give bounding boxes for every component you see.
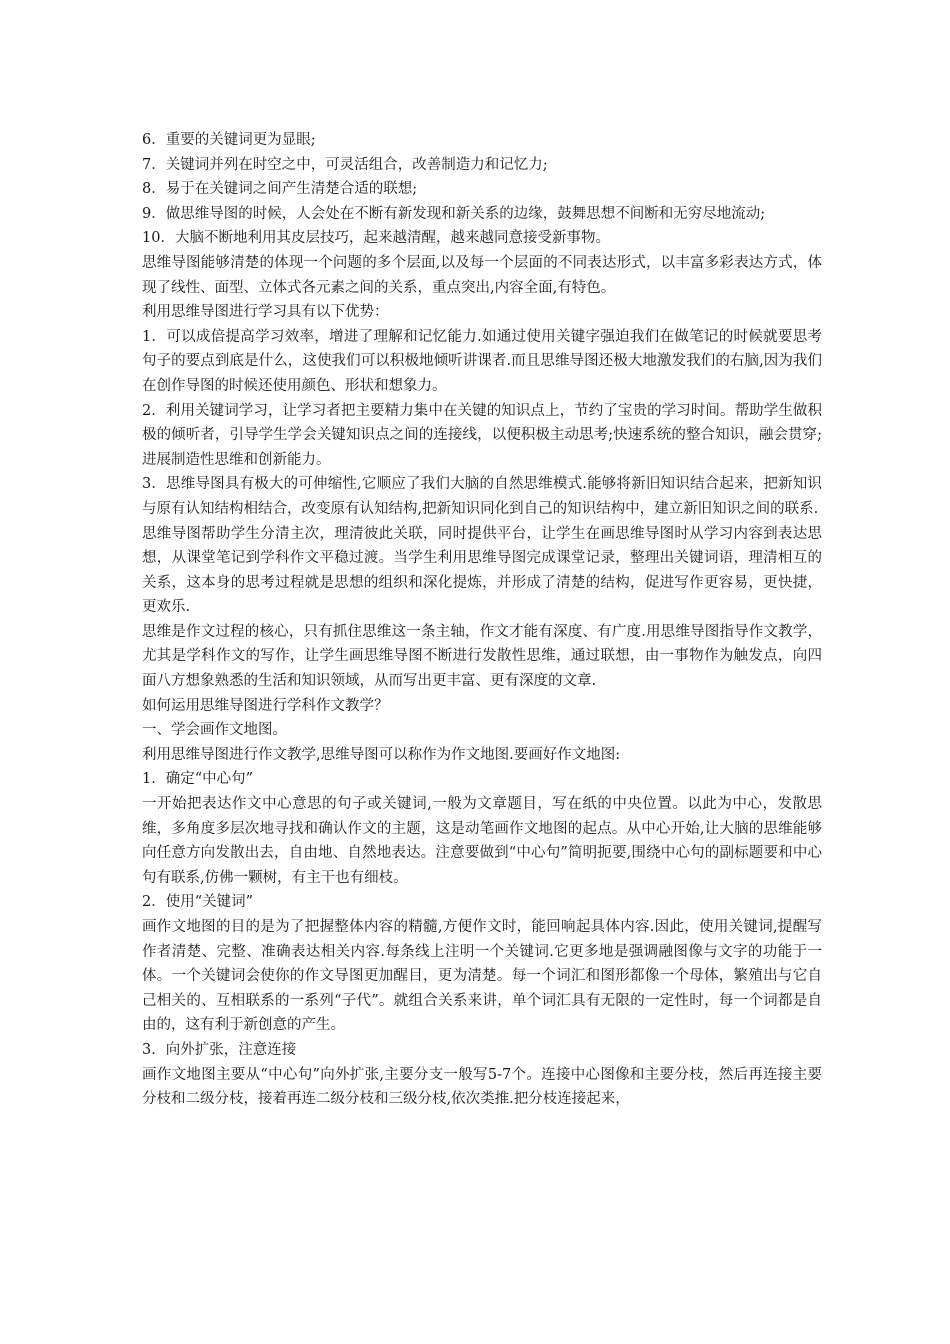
paragraph: 8．易于在关键词之间产生清楚合适的联想; [142,181,418,198]
paragraph: 1．可以成倍提高学习效率，增进了理解和记忆能力.如通过使用关键字强迫我们在做笔记的时候就要思考句子的要点到底是什么，这使我们可以积极地倾听讲课者.而且思维导图还极大地激发我们的右脑,因为我们在创作导图的时候还使用颜色、形状和想象力。 [142,328,822,394]
document-body [142,128,822,1112]
subheading: 1．确定“中心句” [142,771,254,788]
paragraph: 9．做思维导图的时候，人会处在不断有新发现和新关系的边缘，鼓舞思想不间断和无穷尽地流动; [142,205,766,222]
paragraph: 画作文地图主要从“中心句”向外扩张,主要分支一般写5-7个。连接中心图像和主要分枝，然后再连接主要分枝和二级分枝，接着再连二级分枝和三级分枝,依次类推.把分枝连接起来， [142,1066,822,1108]
paragraph: 2．利用关键词学习，让学习者把主要精力集中在关键的知识点上，节约了宝贵的学习时间。帮助学生做积极的倾听者，引导学生学会关键知识点之间的连接线，以便积极主动思考;快速系统的整合知识，融会贯穿;进展制造性思维和创新能力。 [142,402,822,468]
paragraph: 思维导图能够清楚的体现一个问题的多个层面,以及每一个层面的不同表达形式，以丰富多彩表达方式，体现了线性、面型、立体式各元素之间的关系，重点突出,内容全面,有特色。 [142,254,822,296]
paragraph: 6．重要的关键词更为显眼; [142,132,316,148]
paragraph: 7．关键词并列在时空之中，可灵活组合，改善制造力和记忆力; [142,156,548,173]
paragraph: 利用思维导图进行作文教学,思维导图可以称作为作文地图.要画好作文地图: [142,746,621,763]
paragraph: 3．思维导图具有极大的可伸缩性,它顺应了我们大脑的自然思维模式.能够将新旧知识结合起来，把新知识与原有认知结构相结合，改变原有认知结构,把新知识同化到自己的知识结构中，建立新旧知识之间的联系. [142,476,822,517]
subheading: 2．使用“关键词” [142,894,254,911]
paragraph: 思维导图帮助学生分清主次，理清彼此关联，同时提供平台，让学生在画思维导图时从学习内容到表达思想，从课堂笔记到学科作文平稳过渡。当学生利用思维导图完成课堂记录，整理出关键词语，理清相互的关系，这本身的思考过程就是思想的组织和深化提炼，并形成了清楚的结构，促进写作更容易，更快捷，更欢乐. [142,525,822,616]
paragraph: 思维是作文过程的核心，只有抓住思维这一条主轴，作文才能有深度、有广度.用思维导图指导作文教学，尤其是学科作文的写作，让学生画思维导图不断进行发散性思维，通过联想，由一事物作为触发点，向四面八方想象熟悉的生活和知识领域，从而写出更丰富、更有深度的文章. [142,623,822,690]
section-heading: 一、学会画作文地图。 [142,722,287,739]
subheading: 3．向外扩张，注意连接 [142,1041,297,1058]
paragraph: 一开始把表达作文中心意思的句子或关键词,一般为文章题目，写在纸的中央位置。以此为中心，发散思维，多角度多层次地寻找和确认作文的主题，这是动笔画作文地图的起点。从中心开始,让大脑的思维能够向任意方向发散出去，自由地、自然地表达。注意要做到“中心句”简明扼要,围绕中心句的副标题要和中心句有联系,仿佛一颗树，有主干也有细枝。 [142,796,822,886]
section-question: 如何运用思维导图进行学科作文教学？ [142,697,389,714]
paragraph: 画作文地图的目的是为了把握整体内容的精髓,方便作文时，能回响起具体内容.因此，使用关键词,提醒写作者清楚、完整、准确表达相关内容.每条线上注明一个关键词.它更多地是强调融图像与文字的功能于一体。一个关键词会使你的作文导图更加醒目，更为清楚。每一个词汇和图形都像一个母体，繁殖出与它自己相关的、互相联系的一系列“子代”。就组合关系来讲，单个词汇具有无限的一定性时，每一个词都是自由的，这有利于新创意的产生。 [142,919,822,1034]
paragraph: 利用思维导图进行学习具有以下优势： [142,304,389,321]
paragraph: 10．大脑不断地利用其皮层技巧，起来越清醒，越来越同意接受新事物。 [142,230,610,247]
